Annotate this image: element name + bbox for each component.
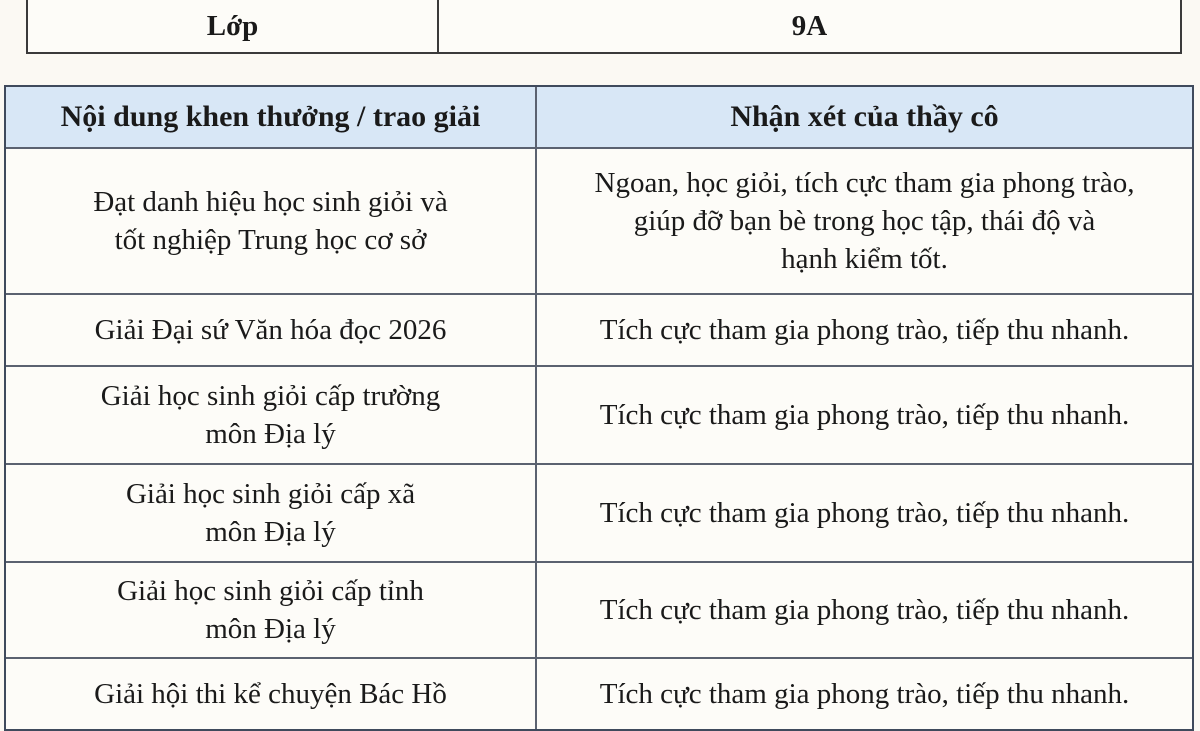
- award-content: Giải Đại sứ Văn hóa đọc 2026: [94, 314, 447, 346]
- table-row: [6, 561, 1192, 657]
- award-content: Giải học sinh giỏi cấp trường môn Địa lý: [100, 380, 441, 450]
- award-content: Giải học sinh giỏi cấp xã môn Địa lý: [125, 478, 416, 548]
- award-content-cell: [6, 465, 537, 561]
- teacher-comment-cell: [537, 149, 1192, 293]
- teacher-comment: Tích cực tham gia phong trào, tiếp thu nhanh.: [599, 399, 1130, 431]
- header-comment-label: Nhận xét của thầy cô: [730, 100, 999, 133]
- class-info-table: [26, 0, 1182, 54]
- class-value: 9A: [791, 9, 828, 42]
- awards-table: [4, 85, 1194, 731]
- teacher-comment: Tích cực tham gia phong trào, tiếp thu nhanh.: [599, 678, 1130, 710]
- table-row: [6, 147, 1192, 293]
- award-content-cell: [6, 367, 537, 463]
- award-content: Giải học sinh giỏi cấp tỉnh môn Địa lý: [117, 575, 424, 645]
- teacher-comment: Tích cực tham gia phong trào, tiếp thu nhanh.: [599, 594, 1130, 626]
- teacher-comment-cell: [537, 563, 1192, 657]
- class-label: Lớp: [28, 0, 439, 52]
- teacher-comment: Tích cực tham gia phong trào, tiếp thu nhanh.: [599, 497, 1130, 529]
- header-content-label: Nội dung khen thưởng / trao giải: [60, 100, 481, 133]
- teacher-comment: Ngoan, học giỏi, tích cực tham gia phong trào, giúp đỡ bạn bè trong học tập, thái độ và hạnh kiểm tốt.: [594, 167, 1135, 275]
- teacher-comment: Tích cực tham gia phong trào, tiếp thu nhanh.: [599, 314, 1130, 346]
- table-row: [6, 657, 1192, 729]
- table-row: [6, 293, 1192, 365]
- header-comment-column: [537, 87, 1192, 147]
- table-row: [6, 365, 1192, 463]
- table-row: [6, 463, 1192, 561]
- teacher-comment-cell: [537, 295, 1192, 365]
- award-content: Đạt danh hiệu học sinh giỏi và tốt nghiệp Trung học cơ sở: [93, 186, 448, 256]
- award-content: Giải hội thi kể chuyện Bác Hồ: [94, 678, 447, 710]
- header-content-column: [6, 87, 537, 147]
- teacher-comment-cell: [537, 367, 1192, 463]
- teacher-comment-cell: [537, 659, 1192, 729]
- teacher-comment-cell: [537, 465, 1192, 561]
- award-content-cell: [6, 659, 537, 729]
- award-content-cell: [6, 149, 537, 293]
- award-content-cell: [6, 295, 537, 365]
- award-content-cell: [6, 563, 537, 657]
- awards-table-header: [6, 87, 1192, 147]
